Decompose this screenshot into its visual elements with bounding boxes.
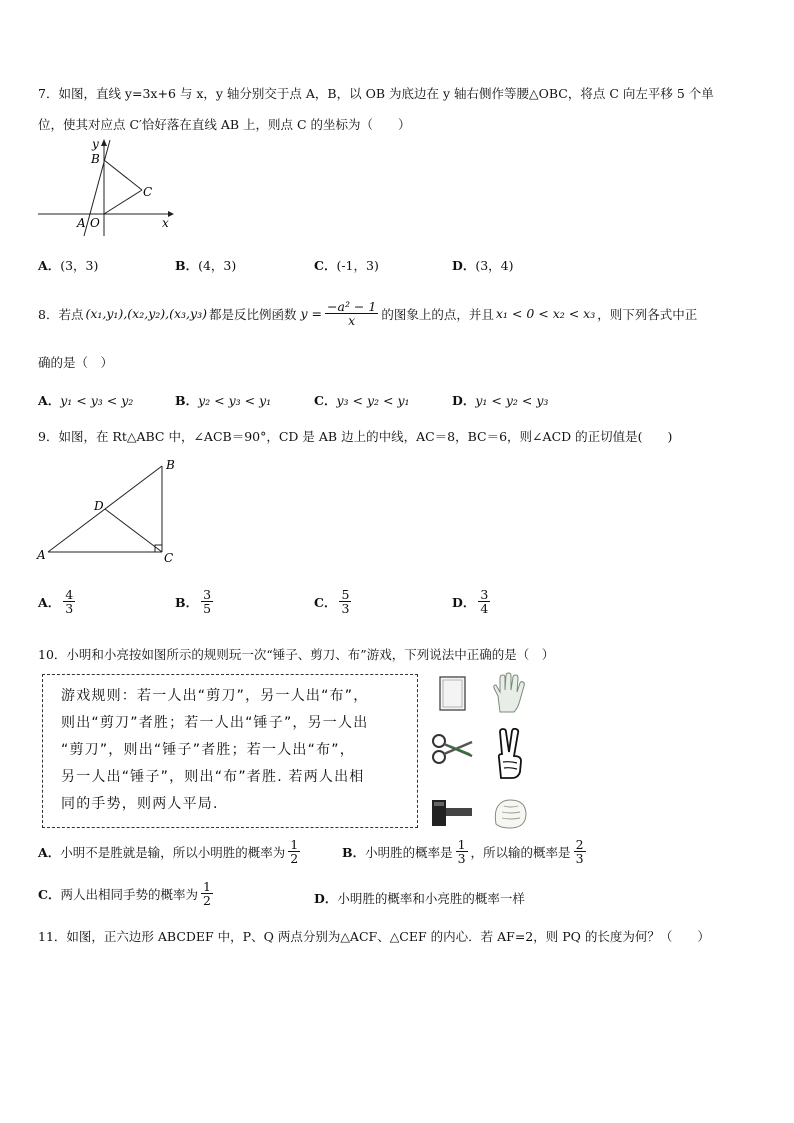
q9-label-D: D	[94, 499, 104, 513]
q7-label-A: A	[77, 216, 86, 230]
q8-option-a: A．y₁ < y₃ < y₂	[38, 393, 134, 408]
q10-option-c: C． 两人出相同手势的概率为 $\frac{1}{2}$	[38, 879, 211, 909]
q10-option-b: B． 小明胜的概率是 $\frac{1}{3}$ ，所以输的概率是 $\frac{2}{3}$	[342, 837, 584, 867]
q10-option-d: D．小明胜的概率和小亮胜的概率一样	[314, 891, 525, 906]
rule-line-5: 同的手势，则两人平局.	[61, 796, 219, 812]
q9-figure	[34, 454, 184, 566]
rule-line-2: 则出“剪刀”者胜；若一人出“锤子”，另一人出	[61, 715, 369, 731]
victory-hand-icon	[492, 728, 528, 780]
rule-line-4: 另一人出“锤子”，则出“布”者胜. 若两人出相	[61, 769, 365, 785]
q9-option-c: C． $\frac{5}{3}$	[314, 587, 350, 617]
q9-option-a: A． $\frac{4}{3}$	[38, 587, 74, 617]
scissors-icon	[430, 732, 474, 766]
game-rules-box	[42, 674, 418, 828]
q10-option-a: A． 小明不是胜就是输，所以小明胜的概率为 $\frac{1}{2}$	[38, 837, 299, 867]
q7-label-B: B	[91, 152, 100, 166]
rule-line-1: 游戏规则：若一人出“剪刀”，另一人出“布”，	[61, 688, 369, 704]
q7-option-d: D．(3，4)	[452, 258, 514, 273]
q8-option-c: C．y₃ < y₂ < y₁	[314, 393, 410, 408]
hammer-icon	[428, 796, 474, 830]
q8-stem-line1: 8．若点 (x₁,y₁),(x₂,y₂),(x₃,y₃) 都是反比例函数 y = $\frac{\text{−a² − 1}}{x}$ 的图象上的点，并且 x₁ < 0 < x₂ < x₃ ，则下列各式中正	[38, 299, 698, 329]
q9-label-A: A	[37, 548, 46, 562]
q7-label-y: y	[92, 138, 99, 151]
q8-option-b: B．y₂ < y₃ < y₁	[175, 393, 272, 408]
q8-option-d: D．y₁ < y₂ < y₃	[452, 393, 549, 408]
q7-label-C: C	[143, 185, 153, 199]
q9-label-B: B	[166, 458, 175, 472]
q7-figure	[36, 138, 176, 238]
q7-option-b: B．(4，3)	[175, 258, 237, 273]
q9-stem: 9．如图，在 Rt△ABC 中，∠ACB＝90°，CD 是 AB 边上的中线，AC＝8，BC＝6，则∠ACD 的正切值是( )	[38, 429, 673, 444]
open-hand-icon	[490, 672, 530, 714]
q10-stem: 10．小明和小亮按如图所示的规则玩一次“锤子、剪刀、布”游戏，下列说法中正确的是（ ）	[38, 647, 555, 662]
q8-function-fraction: $\frac{\text{−a² − 1}}{x}$	[327, 299, 377, 329]
cloth-icon	[436, 674, 470, 714]
rule-line-3: “剪刀”，则出“锤子”者胜；若一人出“布”，	[61, 742, 355, 758]
fist-icon	[490, 794, 530, 830]
q9-label-C: C	[164, 551, 174, 565]
q7-label-O: O	[90, 216, 100, 230]
q8-stem-line2: 确的是（ ）	[38, 355, 114, 370]
q7-stem-line2: 位，使其对应点 C′恰好落在直线 AB 上，则点 C 的坐标为（ ）	[38, 117, 411, 132]
q7-option-a: A．(3，3)	[38, 258, 99, 273]
q7-stem-line1: 7．如图，直线 y=3x+6 与 x，y 轴分别交于点 A，B，以 OB 为底边在 y 轴右侧作等腰△OBC，将点 C 向左平移 5 个单	[38, 86, 714, 101]
q11-stem: 11．如图，正六边形 ABCDEF 中，P、Q 两点分别为△ACF、△CEF 的内心．若 AF=2，则 PQ 的长度为何？（ ）	[38, 929, 710, 944]
q7-label-x: x	[162, 216, 169, 230]
q7-option-c: C．(-1，3)	[314, 258, 379, 273]
q9-option-b: B． $\frac{3}{5}$	[175, 587, 212, 617]
q9-option-d: D． $\frac{3}{4}$	[452, 587, 489, 617]
